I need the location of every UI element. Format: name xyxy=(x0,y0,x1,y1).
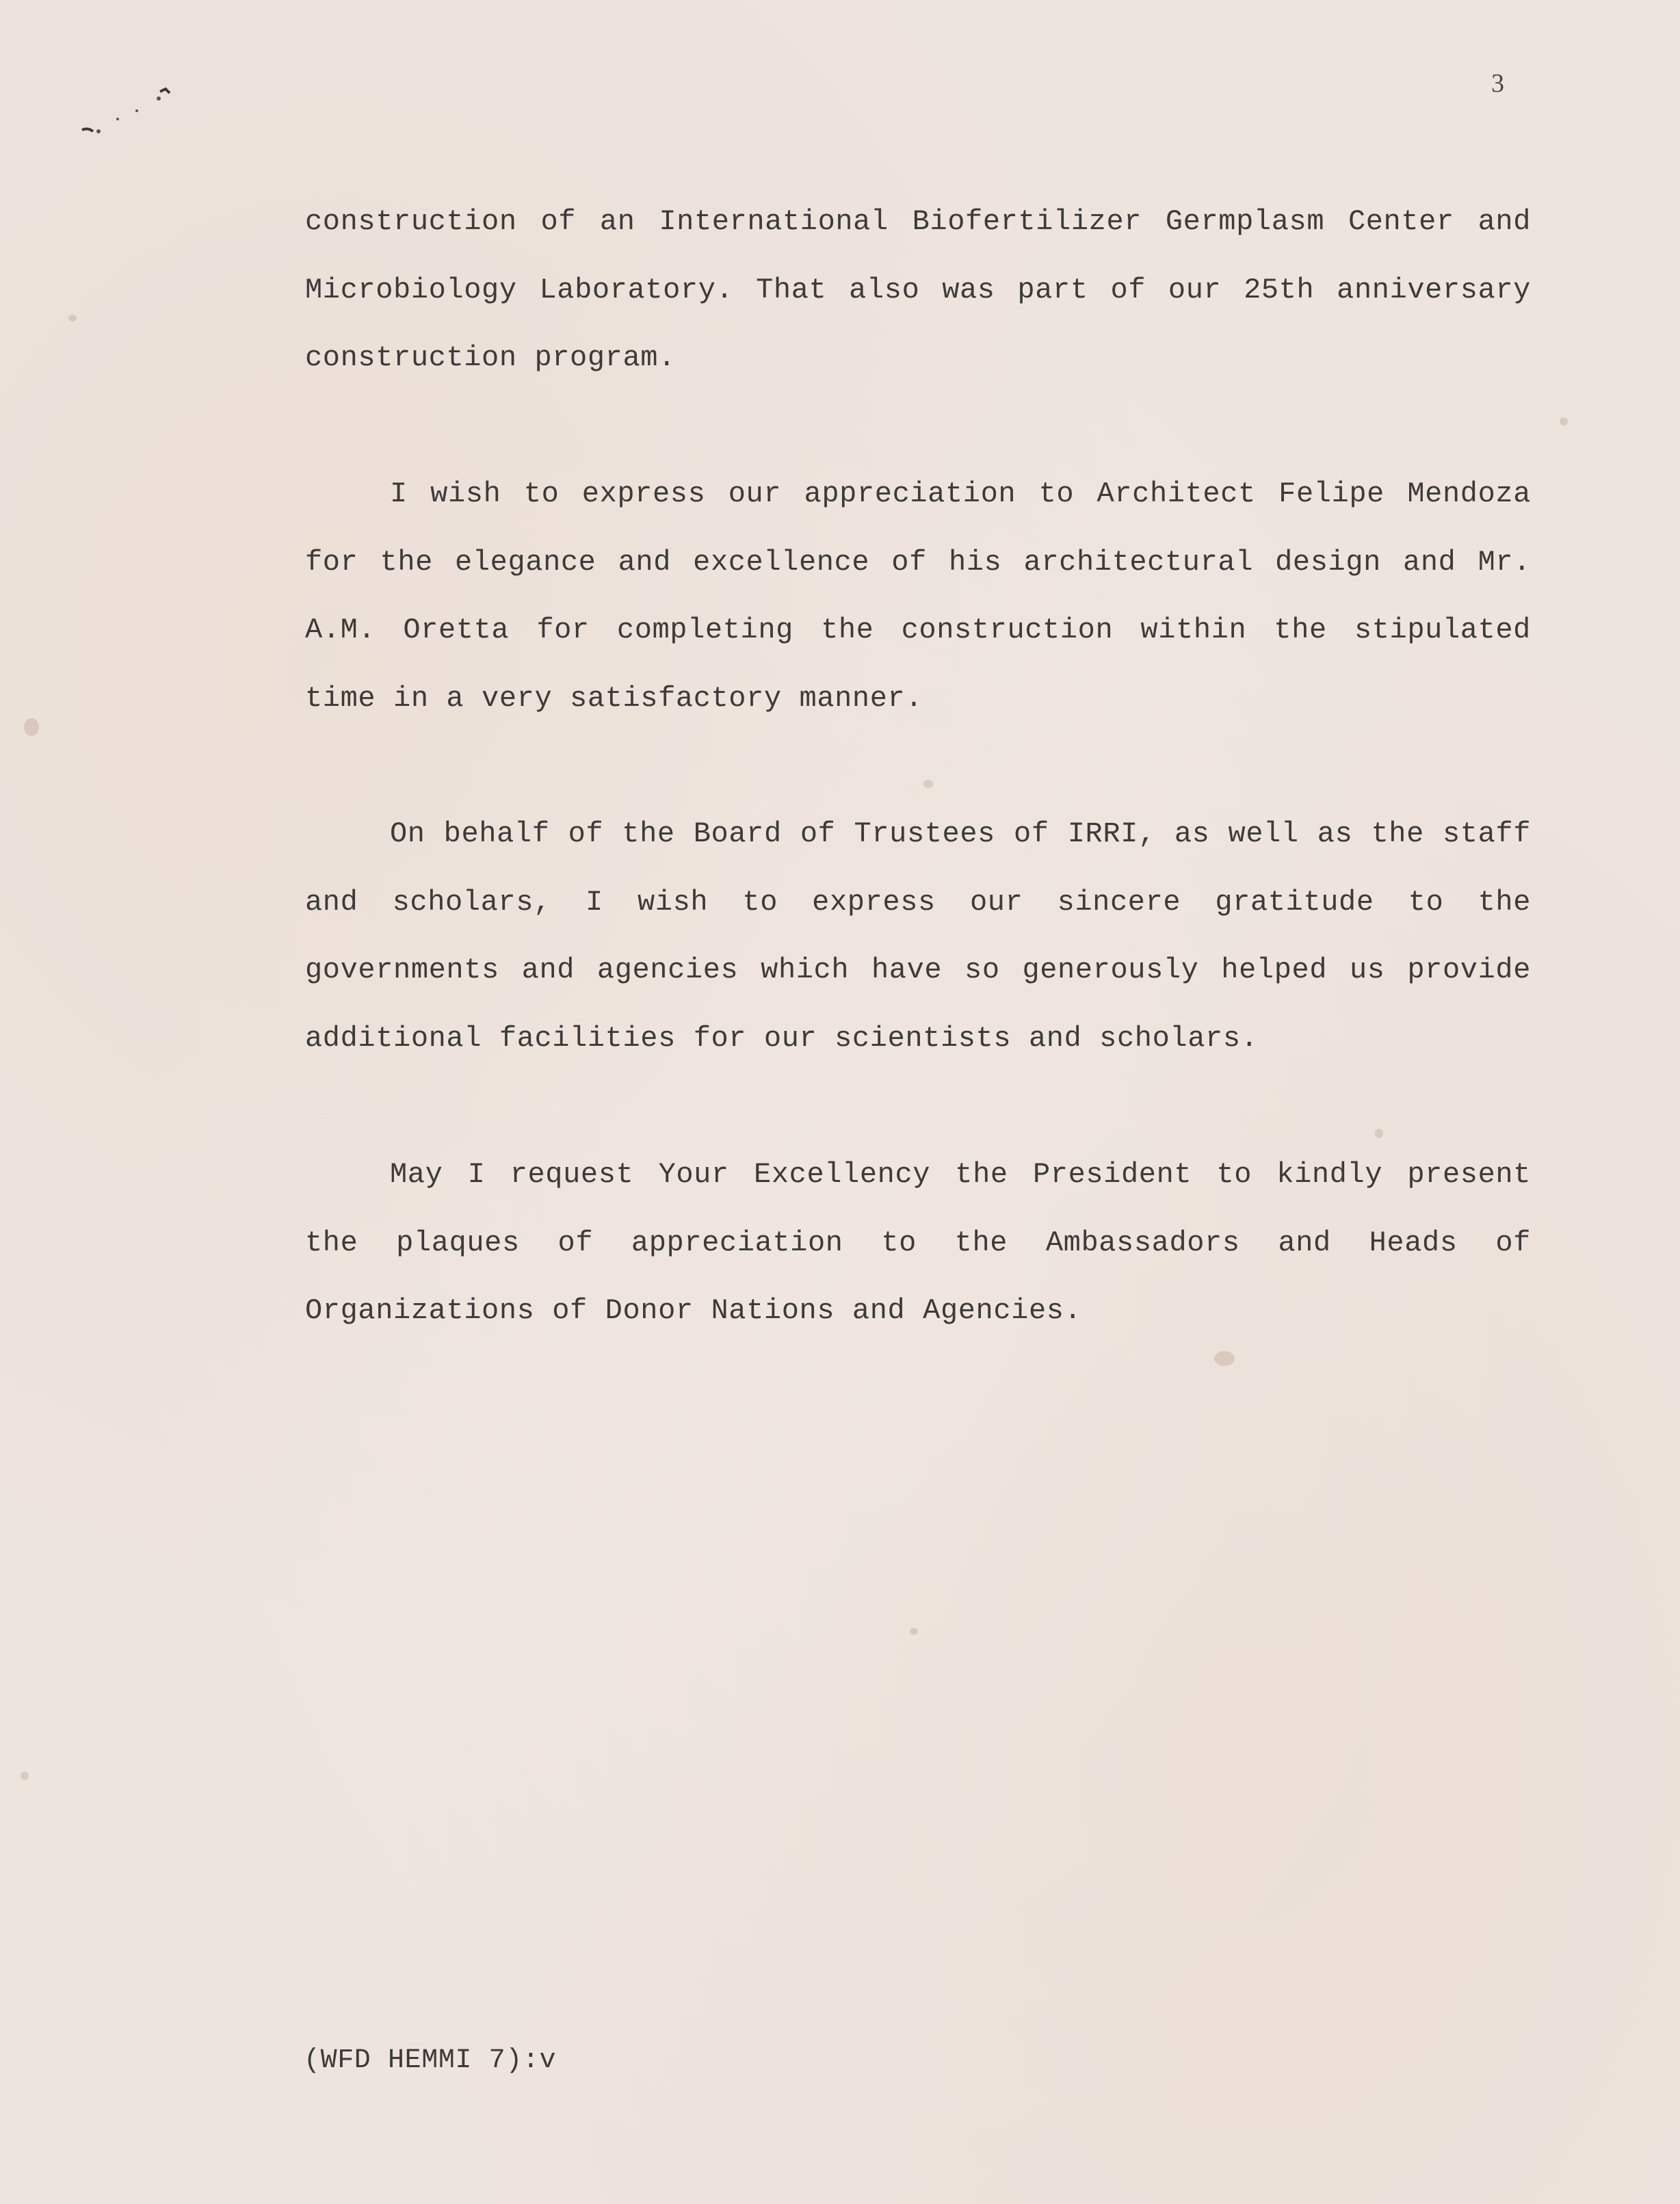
body-paragraph-1-block xyxy=(305,188,1531,393)
page-number: 3 xyxy=(1491,69,1504,98)
body-paragraph-3-block xyxy=(305,800,1531,1073)
body-paragraph: I wish to express our appreciation to Architect Felipe Mendoza for the elegance and excellence of his architectural design and Mr. A.M. Oretta for completing the construction within the stipulated time in a very satisfactory manner. xyxy=(305,477,1531,715)
paper-speck xyxy=(1214,1351,1235,1366)
body-paragraph-4-block xyxy=(305,1141,1531,1346)
paper-speck xyxy=(923,780,933,788)
paper-speck xyxy=(1375,1129,1383,1138)
staple-holes-icon xyxy=(75,82,185,144)
body-paragraph: May I request Your Excellency the President to kindly present the plaques of appreciation to the Ambassadors and Heads of Organizations of Donor Nations and Agencies. xyxy=(305,1158,1531,1327)
footer-reference-code: (WFD HEMMI 7):v xyxy=(304,2045,557,2076)
paper-speck xyxy=(24,718,39,736)
body-paragraph-2-block xyxy=(305,460,1531,733)
body-paragraph: construction of an International Biofertilizer Germplasm Center and Microbiology Laboratory. That also was part of our 25th anniversary construction program. xyxy=(305,205,1531,374)
paper-speck xyxy=(910,1628,918,1635)
paper-speck xyxy=(68,315,77,322)
paper-speck xyxy=(1560,417,1568,425)
paper-speck xyxy=(21,1772,29,1780)
body-paragraph: On behalf of the Board of Trustees of IRRI, as well as the staff and scholars, I wish to express our sincere gratitude to the governments and agencies which have so generously helped us provide additional facilities for our scientists and scholars. xyxy=(305,817,1531,1055)
